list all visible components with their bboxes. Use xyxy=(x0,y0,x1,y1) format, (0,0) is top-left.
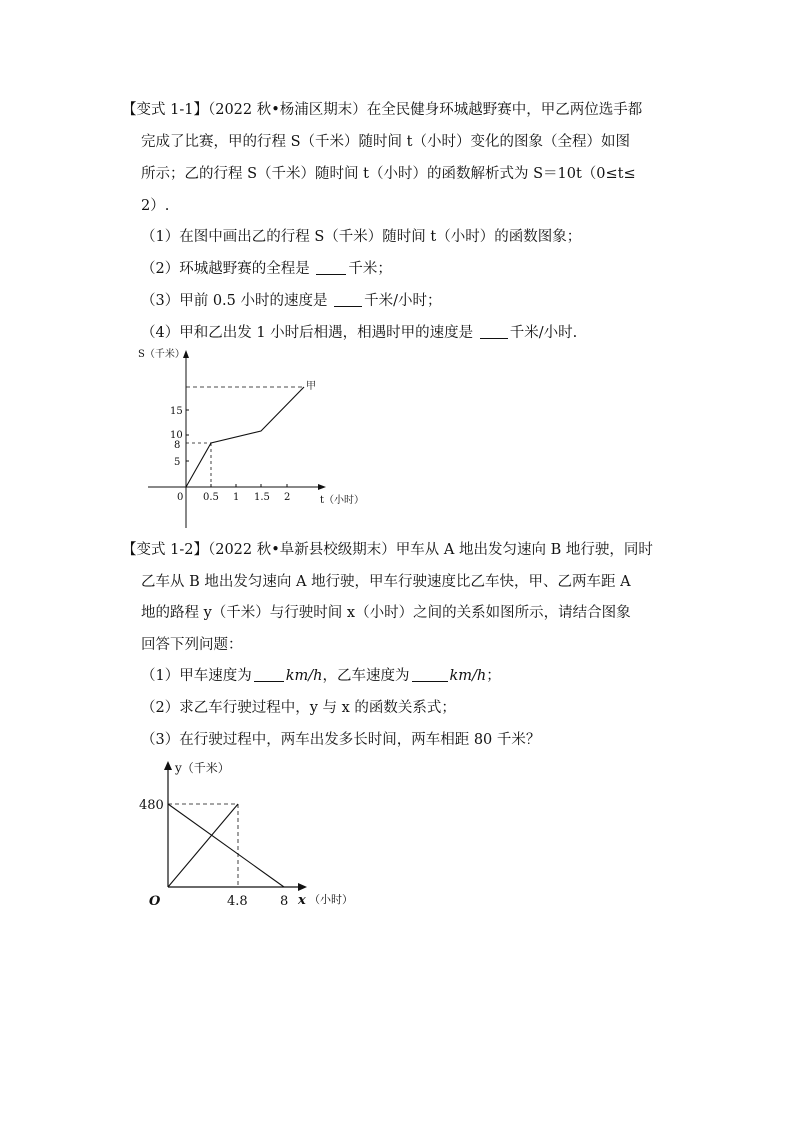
p1-tag: 【变式 1-1】 xyxy=(122,102,208,118)
graph1-x-label: t（小时） xyxy=(320,495,365,506)
graph2-x-tick-label-8: 8 xyxy=(280,894,289,909)
graph2-figure xyxy=(135,755,375,915)
graph1-series-jia xyxy=(186,387,304,487)
p1-line2: 完成了比赛，甲的行程 S（千米）随时间 t（小时）变化的图象（全程）如图 xyxy=(141,134,630,150)
p1-q4-text: （4）甲和乙出发 1 小时后相遇，相遇时甲的速度是 xyxy=(141,325,478,341)
p1-q3-blank[interactable] xyxy=(334,292,362,307)
p1-q2-blank[interactable] xyxy=(316,260,346,275)
p2-line1-rest: 甲车从 A 地出发匀速向 B 地行驶，同时 xyxy=(395,542,653,558)
p1-line4: 2）. xyxy=(141,198,170,214)
graph2-origin: O xyxy=(149,894,161,909)
p2-line1 xyxy=(122,540,653,560)
graph1-figure xyxy=(130,340,390,535)
p2-q1-text: （1）甲车速度为 xyxy=(141,668,252,684)
p1-q4-blank[interactable] xyxy=(480,324,508,339)
graph1-x-tick-label-1: 1 xyxy=(233,492,240,503)
p1-q2-unit: 千米； xyxy=(348,261,392,277)
p1-q4-unit: 千米/小时. xyxy=(509,325,578,341)
graph2-x-var: x xyxy=(298,893,306,908)
graph1-y-tick-label-10: 10 xyxy=(170,430,183,441)
graph2-y-arrow xyxy=(164,761,172,770)
graph2-x-arrow xyxy=(298,883,307,891)
graph1-x-arrow xyxy=(318,484,326,490)
graph1-y-tick-label-5: 5 xyxy=(174,457,181,468)
p2-question2: （2）求乙车行驶过程中，y 与 x 的函数关系式； xyxy=(141,700,456,716)
p1-line1 xyxy=(122,100,642,120)
graph2-y-tick-label-480: 480 xyxy=(139,798,164,813)
p2-line4: 回答下列问题： xyxy=(141,637,243,653)
p2-source: （2022 秋•阜新县校级期末） xyxy=(207,542,396,558)
p2-q1-blank-yi[interactable] xyxy=(412,667,448,682)
p1-question3 xyxy=(141,291,442,311)
p2-line3: 地的路程 y（千米）与行驶时间 x（小时）之间的关系如图所示，请结合图象 xyxy=(141,605,631,621)
p2-q1-end: ； xyxy=(486,668,501,684)
graph1-y-tick-label-15: 15 xyxy=(170,406,183,417)
p2-q1-blank-jia[interactable] xyxy=(254,667,284,682)
graph1-origin: 0 xyxy=(177,492,184,503)
p1-q3-text: （3）甲前 0.5 小时的速度是 xyxy=(141,293,333,309)
p1-question2 xyxy=(141,259,392,279)
graph2-x-tick-label-48: 4.8 xyxy=(227,894,248,909)
p1-q3-unit: 千米/小时； xyxy=(364,293,442,309)
p2-line2: 乙车从 B 地出发匀速向 A 地行驶，甲车行驶速度比乙车快，甲、乙两车距 A xyxy=(141,574,631,590)
p1-q2-text: （2）环城越野赛的全程是 xyxy=(141,261,315,277)
graph2-line-jia xyxy=(168,804,238,887)
graph2-x-unit: （小时） xyxy=(309,893,353,906)
p2-q1-unit2: km/h xyxy=(449,668,487,684)
p1-line1-rest: 在全民健身环城越野赛中，甲乙两位选手都 xyxy=(366,102,643,118)
p2-tag: 【变式 1-2】 xyxy=(122,542,208,558)
p2-q1-unit1: km/h xyxy=(285,668,323,684)
graph2-y-label: y（千米） xyxy=(175,761,230,775)
p2-question1 xyxy=(141,666,501,686)
graph1-series-label: 甲 xyxy=(306,381,316,392)
graph1-x-tick-label-05: 0.5 xyxy=(203,492,219,503)
graph2-line-yi xyxy=(168,804,284,887)
p1-source: （2022 秋•杨浦区期末） xyxy=(207,102,367,118)
p2-q1-text2: ，乙车速度为 xyxy=(322,668,410,684)
graph1-x-tick-label-2: 2 xyxy=(284,492,291,503)
p1-line3: 所示；乙的行程 S（千米）随时间 t（小时）的函数解析式为 S＝10t（0≤t≤ xyxy=(141,166,636,182)
graph1-y-tick-label-8: 8 xyxy=(174,440,181,451)
graph1-y-label: S（千米） xyxy=(138,349,185,360)
graph1-x-tick-label-15: 1.5 xyxy=(254,492,270,503)
p2-question3: （3）在行驶过程中，两车出发多长时间，两车相距 80 千米？ xyxy=(141,732,541,748)
p1-question1: （1）在图中画出乙的行程 S（千米）随时间 t（小时）的函数图象； xyxy=(141,229,582,245)
